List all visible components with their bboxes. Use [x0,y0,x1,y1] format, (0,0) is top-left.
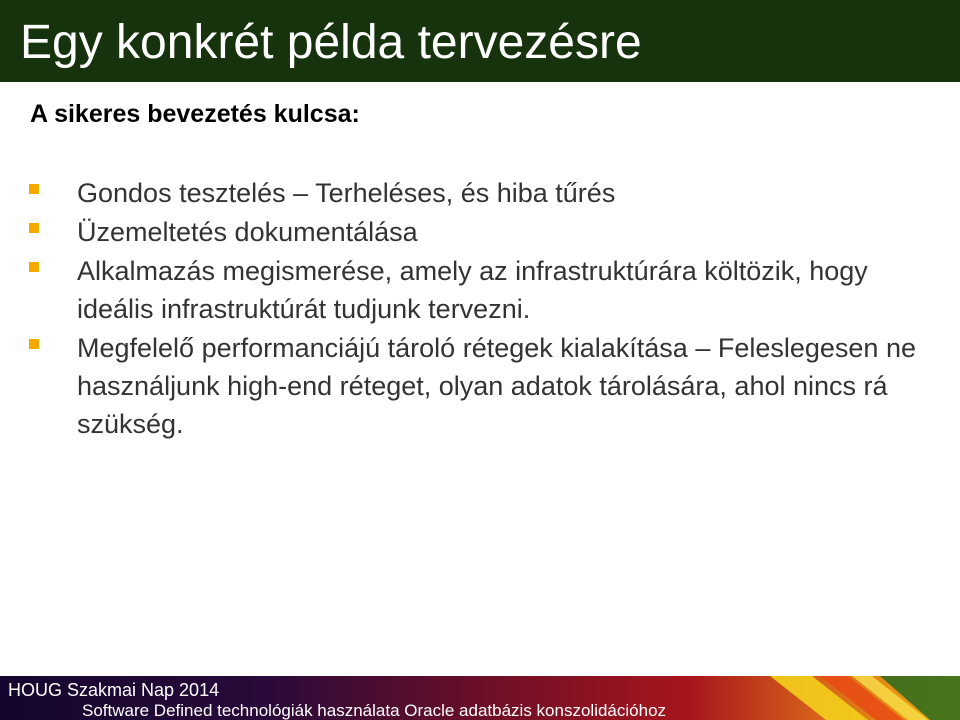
square-bullet-icon [29,223,39,233]
bullet-text: Gondos tesztelés – Terheléses, és hiba tűrés [77,178,616,208]
bullet-list [28,174,928,444]
title-bar [0,0,960,82]
bullet-item [28,329,928,443]
footer [0,676,960,720]
slide-title: Egy konkrét példa tervezésre [20,16,642,69]
bullet-item [28,174,928,212]
bullet-text: Megfelelő performanciájú tároló rétegek kialakítása – Feleslegesen ne használjunk high-end réteget, olyan adatok tárolására, ahol nincs rá szükség. [77,333,916,439]
bullet-item [28,252,928,328]
slide-subtitle: A sikeres bevezetés kulcsa: [30,100,360,128]
bullet-item [28,213,928,251]
square-bullet-icon [29,262,39,272]
footer-talk-title: Software Defined technológiák használata Oracle adatbázis konszolidációhoz [82,701,667,720]
bullet-text: Alkalmazás megismerése, amely az infrastruktúrára költözik, hogy ideális infrastruktúrát tudjunk tervezni. [77,256,868,324]
bullet-text: Üzemeltetés dokumentálása [77,217,418,247]
square-bullet-icon [29,339,39,349]
square-bullet-icon [29,184,39,194]
footer-event: HOUG Szakmai Nap 2014 [8,680,220,700]
